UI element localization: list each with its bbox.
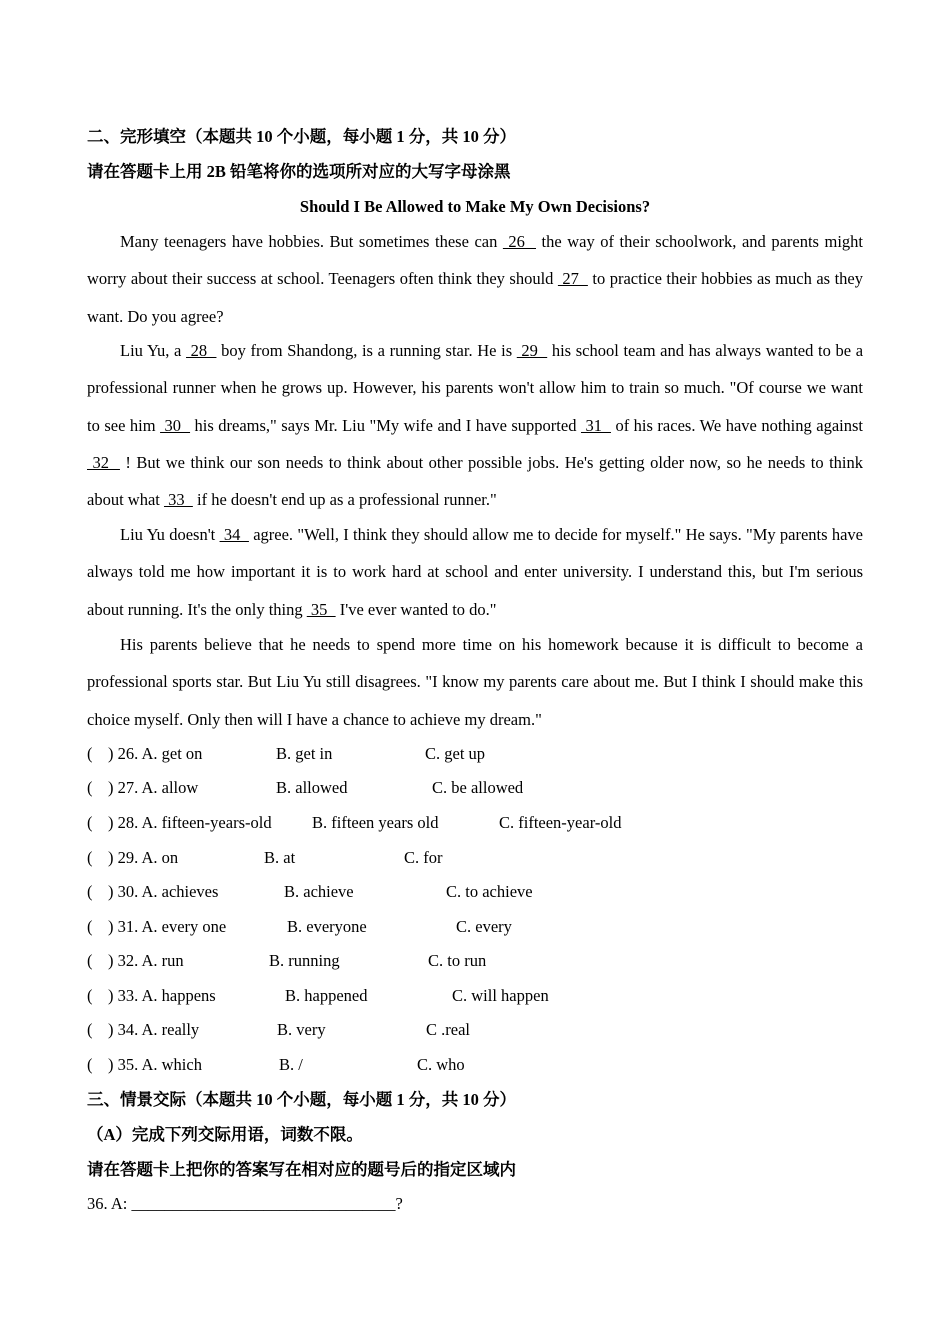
question-28 — [87, 813, 867, 833]
blank-28: 28 — [186, 341, 217, 360]
option-a: ) 32. A. run — [108, 951, 184, 970]
blank-30: 30 — [160, 415, 191, 435]
passage-paragraph-2: Liu Yu, a 28 boy from Shandong, is a running star. He is 29 his school team and has always wanted to be a professional runner when he grows up. However, his parents won't allow him to train so much. "Of course we want to see him 30 his dreams," says Mr. Liu "My wife and I have supported 31 of his races. We have nothing against 32 ! But we think our son needs to think about other possible jobs. He's getting older now, so he needs to think about what 33 if he doesn't end up as a professional runner." — [87, 341, 864, 510]
question-35 — [87, 1055, 867, 1075]
section2-heading: 二、完形填空（本题共 10 个小题，每小题 1 分，共 10 分） — [87, 127, 516, 146]
option-b: B. at — [264, 848, 296, 867]
passage-paragraph-4: His parents believe that he needs to spend more time on his homework because it is difficult to become a professional sports star. But Liu Yu still disagrees. "I know my parents care about me. But I think I should make this choice myself. Only then will I have a chance to achieve my dream." — [87, 635, 863, 729]
option-b: B. very — [277, 1020, 326, 1039]
passage-paragraph-1: Many teenagers have hobbies. But sometimes these can 26 the way of their schoolwork, and parents might worry about their success at school. Teenagers often think they should 27 to practice their hobbies as much as they want. Do you agree? — [87, 232, 864, 326]
answer-paren[interactable]: ( — [87, 951, 93, 970]
option-a: ) 34. A. really — [108, 1020, 200, 1039]
blank-34: 34 — [219, 525, 249, 544]
section3-sub-a: （A）完成下列交际用语，词数不限。 — [87, 1125, 363, 1144]
option-a: ) 28. A. fifteen-years-old — [108, 813, 272, 832]
blank-35: 35 — [306, 599, 336, 619]
option-b: B. allowed — [276, 778, 348, 797]
option-c: C .real — [426, 1020, 470, 1039]
option-a: ) 30. A. achieves — [108, 882, 219, 901]
answer-paren[interactable]: ( — [87, 744, 93, 763]
section2-instruction: 请在答题卡上用 2B 铅笔将你的选项所对应的大写字母涂黑 — [87, 162, 511, 181]
blank-31: 31 — [580, 415, 611, 435]
question-27 — [87, 778, 867, 798]
option-a: ) 26. A. get on — [108, 744, 203, 763]
section3-heading: 三、情景交际（本题共 10 个小题，每小题 1 分，共 10 分） — [87, 1090, 516, 1109]
answer-paren[interactable]: ( — [87, 813, 93, 832]
option-b: B. everyone — [287, 917, 367, 936]
option-a: ) 35. A. which — [108, 1055, 202, 1074]
option-b: B. happened — [285, 986, 368, 1005]
question-36[interactable]: 36. A: ________________________________? — [87, 1194, 403, 1213]
question-26 — [87, 744, 867, 764]
blank-27: 27 — [557, 269, 588, 289]
question-32 — [87, 951, 867, 971]
option-b: B. get in — [276, 744, 333, 763]
passage-title: Should I Be Allowed to Make My Own Decisions? — [299, 197, 651, 216]
section3-instruction: 请在答题卡上把你的答案写在相对应的题号后的指定区域内 — [87, 1160, 516, 1179]
option-a: ) 27. A. allow — [108, 778, 199, 797]
passage-paragraph-3: Liu Yu doesn't 34 agree. "Well, I think they should allow me to decide for myself." He says. "My parents have always told me how important it is to work hard at school and enter university. I understand this, but I'm serious about running. It's the only thing 35 I've ever wanted to do." — [87, 525, 863, 619]
option-b: B. / — [279, 1055, 303, 1074]
question-33 — [87, 986, 867, 1006]
option-b: B. fifteen years old — [312, 813, 439, 832]
answer-paren[interactable]: ( — [87, 986, 93, 1005]
answer-paren[interactable]: ( — [87, 1055, 93, 1074]
answer-paren[interactable]: ( — [87, 917, 93, 936]
option-c: C. to achieve — [446, 882, 533, 901]
option-c: C. who — [417, 1055, 465, 1074]
option-c: C. get up — [425, 744, 486, 763]
option-c: C. be allowed — [432, 778, 524, 797]
option-c: C. to run — [428, 951, 487, 970]
blank-26: 26 — [502, 232, 536, 251]
option-b: B. running — [269, 951, 340, 970]
option-c: C. every — [456, 917, 512, 936]
answer-paren[interactable]: ( — [87, 882, 93, 901]
answer-paren[interactable]: ( — [87, 778, 93, 797]
answer-paren[interactable]: ( — [87, 848, 93, 867]
blank-32: 32 — [87, 452, 120, 472]
question-34 — [87, 1020, 867, 1040]
question-30 — [87, 882, 867, 902]
option-b: B. achieve — [284, 882, 354, 901]
option-c: C. fifteen-year-old — [499, 813, 622, 832]
option-a: ) 29. A. on — [108, 848, 179, 867]
question-31 — [87, 917, 867, 937]
option-c: C. will happen — [452, 986, 549, 1005]
question-29 — [87, 848, 867, 868]
answer-paren[interactable]: ( — [87, 1020, 93, 1039]
blank-33: 33 — [163, 490, 193, 510]
option-a: ) 33. A. happens — [108, 986, 216, 1005]
blank-29: 29 — [516, 341, 548, 360]
option-c: C. for — [404, 848, 443, 867]
option-a: ) 31. A. every one — [108, 917, 227, 936]
